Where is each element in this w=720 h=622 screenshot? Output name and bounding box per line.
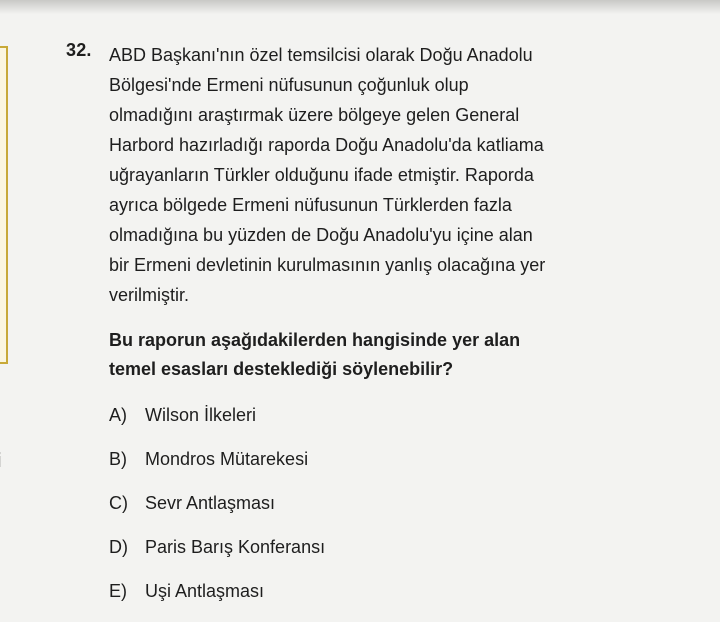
stem-line: Bölgesi'nde Ermeni nüfusunun çoğunluk olup [109, 75, 469, 95]
stem-line: ABD Başkanı'nın özel temsilcisi olarak Doğu Anadolu [109, 45, 533, 65]
adjacent-question-box [0, 46, 8, 364]
option-e[interactable] [109, 569, 325, 613]
option-text: Paris Barış Konferansı [145, 536, 326, 557]
page-top-shadow [0, 0, 720, 14]
option-letter: E) [109, 580, 127, 601]
question-prompt [109, 326, 669, 384]
option-letter: D) [109, 536, 128, 557]
stem-line: verilmiştir. [109, 285, 189, 305]
stem-line: olmadığına bu yüzden de Doğu Anadolu'yu içine alan [109, 225, 533, 245]
option-c[interactable] [109, 481, 325, 525]
stem-line: bir Ermeni devletinin kurulmasının yanlış olacağına yer [109, 255, 546, 275]
option-letter: B) [109, 448, 127, 469]
question-number: 32. [66, 40, 92, 60]
option-text: Uşi Antlaşması [145, 580, 265, 601]
option-text: Mondros Mütarekesi [145, 448, 309, 469]
stem-line: ayrıca bölgede Ermeni nüfusunun Türklerden fazla [109, 195, 512, 215]
stem-line: olmadığını araştırmak üzere bölgeye gelen General [109, 105, 520, 125]
adjacent-column-fragment [0, 450, 2, 473]
question-stem [109, 40, 669, 310]
prompt-line: temel esasları desteklediği söylenebilir? [109, 359, 454, 379]
option-a[interactable] [109, 393, 325, 437]
option-text: Wilson İlkeleri [145, 404, 257, 425]
prompt-line: Bu raporun aşağıdakilerden hangisinde yer alan [109, 330, 521, 350]
option-letter: A) [109, 404, 127, 425]
option-b[interactable] [109, 437, 325, 481]
option-text: Sevr Antlaşması [145, 492, 276, 513]
option-letter: C) [109, 492, 128, 513]
answer-options [109, 393, 325, 613]
stem-line: Harbord hazırladığı raporda Doğu Anadolu'da katliama [109, 135, 544, 155]
stem-line: uğrayanların Türkler olduğunu ifade etmiştir. Raporda [109, 165, 534, 185]
option-d[interactable] [109, 525, 325, 569]
